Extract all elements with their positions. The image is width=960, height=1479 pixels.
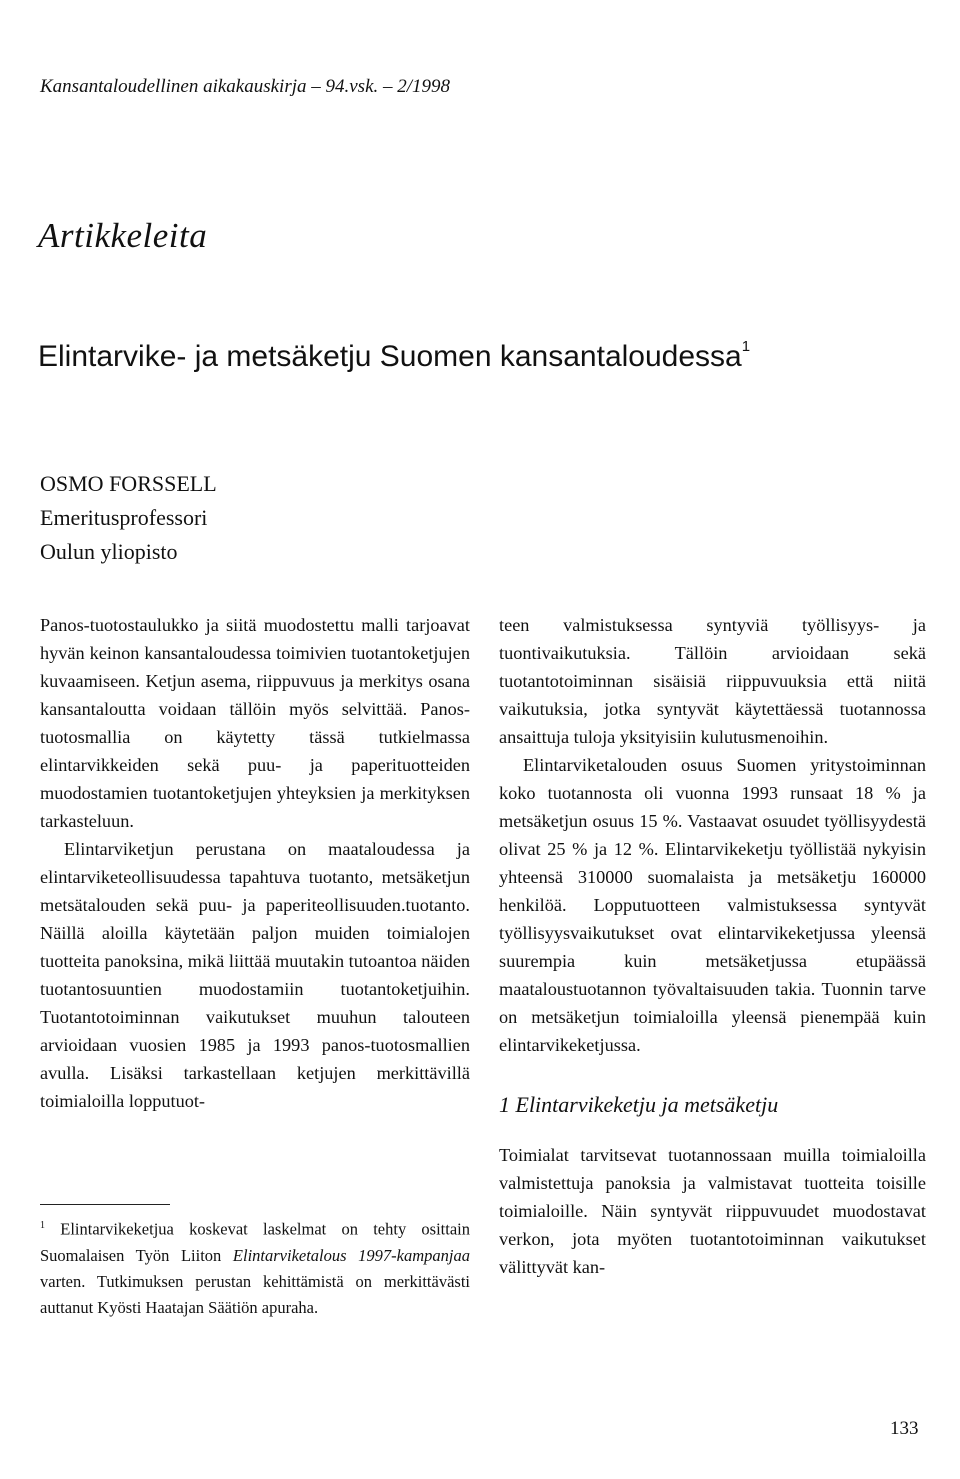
right-column [499,611,926,1281]
journal-header: Kansantaloudellinen aikakauskirja – 94.vsk. – 2/1998 [40,76,451,97]
author-affiliation: Oulun yliopisto [40,539,178,564]
paragraph: Toimialat tarvitsevat tuotannossaan muilla toimialoilla valmistettuja panoksia ja valmistavat tuotteita toisille toimialoille. Näin syntyvät riippuvuudet muodostavat verkon, jota myöten tuotantotoiminnan vaikutukset välittyvät kan- [499,1145,926,1277]
left-column [40,611,470,1115]
title-footnote-mark: 1 [741,338,751,355]
footnote-text: Elintarvikeketjua koskevat laskelmat on tehty osittain Suomalaisen Työn Liiton [40,1219,471,1265]
footnote-text-end: varten. Tutkimuksen perustan kehittämistä on merkittävästi auttanut Kyösti Haatajan Säätiön apuraha. [40,1271,470,1317]
paragraph: Elintarviketalouden osuus Suomen yritystoiminnan koko tuotannosta oli vuonna 1993 runsaat 18 % ja metsäketjun osuus 15 %. Vastaavat osuudet työllisyydestä olivat 25 % ja 12 %. Elintarvikeketju työllistää nykyisin yhteensä 310000 suomalaista ja metsäketju 160000 henkilöä. Lopputuotteen valmistuksessa syntyvät työllisyysvaikutukset ovat elintarvikeketjussa yleensä suurempia kuin metsäketjussa etupäässä maataloustuotannon työvaltaisuuden takia. Tuonnin tarve on metsäketjun toimialoilla yleensä pienempää kuin elintarvikeketjussa. [499,755,926,1055]
article-title-text: Elintarvike- ja metsäketju Suomen kansantaloudessa [38,340,742,373]
author-block [40,467,217,569]
paragraph: teen valmistuksessa syntyviä työllisyys- ja tuontivaikutuksia. Tällöin arvioidaan sekä tuotantotoiminnan sisäisiä riippuvuuksia että niitä vaikutuksia, jotka syntyvät käytettäessä tuotannossa ansaittuja tuloja yksityisiin kulutusmenoihin. [499,615,926,747]
author-name: OSMO FORSSELL [40,471,217,496]
footnote-italic-text: Elintarviketalous 1997-kampanjaa [232,1245,470,1265]
paragraph: Panos-tuotostaulukko ja siitä muodostettu malli tarjoavat hyvän keinon kansantaloudessa toimivien tuotantoketjujen kuvaamiseen. Ketjun asema, riippuvuus ja merkitys osana kansantaloutta voidaan tällöin myös selvittää. Panos-tuotosmallia on käytetty tässä tutkielmassa elintarvikkeiden sekä puu- ja paperituotteiden muodostamien tuotantoketjujen yhteyksien ja merkityksen tarkasteluun. [40,615,470,831]
section-heading: Artikkeleita [38,216,208,255]
footnote-divider [40,1204,170,1205]
article-title [38,340,750,374]
author-position: Emeritusprofessori [40,505,208,530]
page-number: 133 [890,1418,919,1439]
footnote-mark: 1 [40,1220,45,1231]
footnote [40,1213,470,1321]
section-subheading: 1 Elintarvikeketju ja metsäketju [499,1092,779,1117]
paragraph: Elintarviketjun perustana on maataloudessa ja elintarviketeollisuudessa tapahtuva tuotanto, metsäketjun metsätalouden sekä puu- ja paperiteollisuuden.tuotanto. Näillä aloilla käytetään paljon muiden toimialojen tuotteita panoksina, mikä liittää muutakin tutoantoa näiden tuotantosuuntien muodostamiin tuotantoketjuihin. Tuotantotoiminnan vaikutukset muuhun talouteen arvioidaan vuosien 1985 ja 1993 panos-tuotosmallien avulla. Lisäksi tarkastellaan ketjujen merkittävillä toimialoilla lopputuot- [40,839,471,1111]
